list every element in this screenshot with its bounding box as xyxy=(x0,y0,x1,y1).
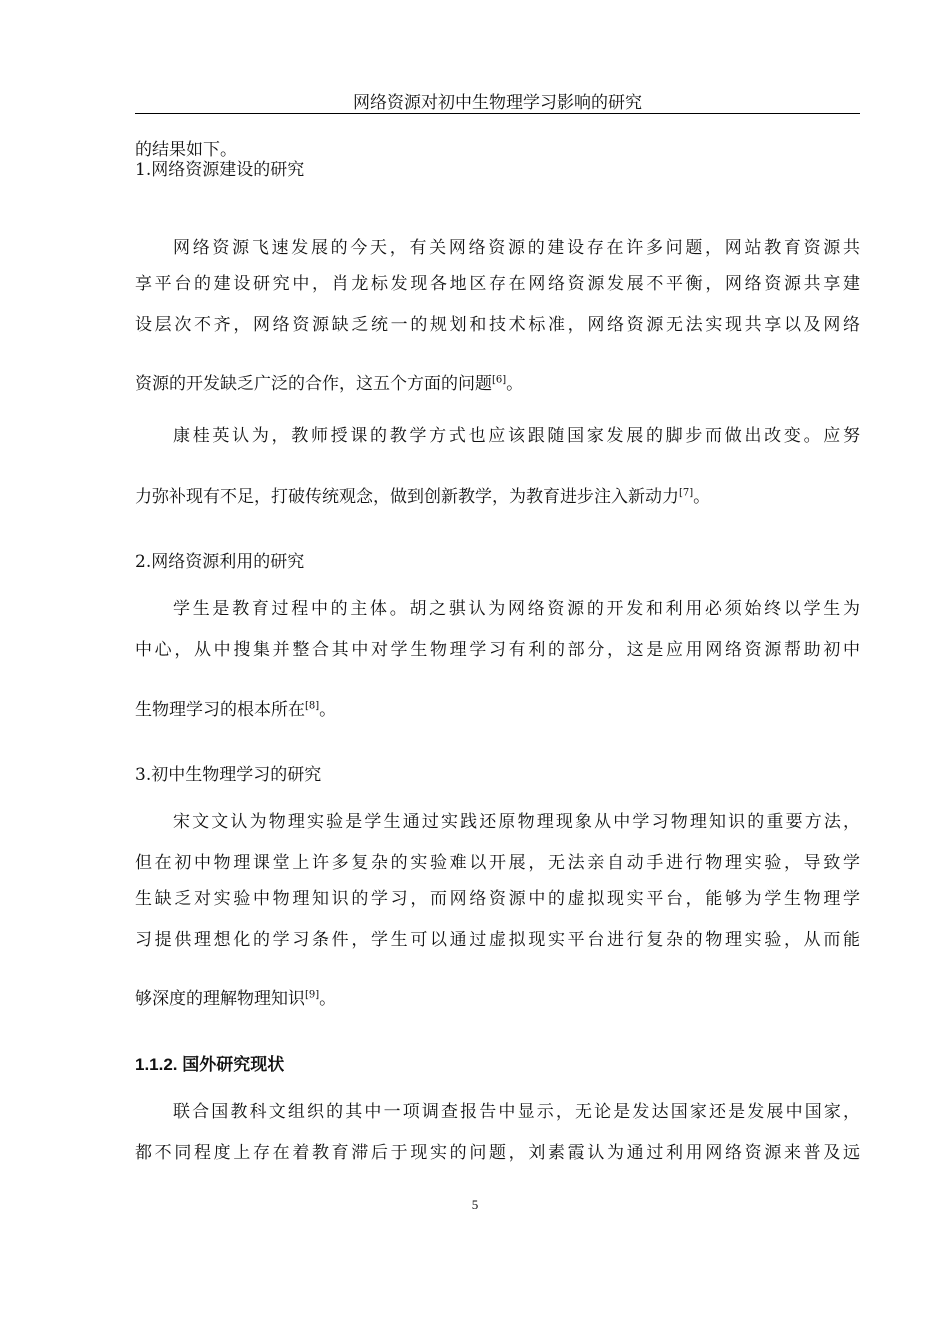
continued-line: 的结果如下。 xyxy=(135,140,237,160)
paragraph-1-line-4 xyxy=(135,372,860,396)
paragraph-3-line-2: 中心，从中搜集并整合其中对学生物理学习有利的部分，这是应用网络资源帮助初中 xyxy=(135,640,860,660)
paragraph-5-line-1: 联合国教科文组织的其中一项调查报告中显示，无论是发达国家还是发展中国家， xyxy=(173,1102,860,1122)
citation-9: [9] xyxy=(305,989,320,1001)
paragraph-3-end: 。 xyxy=(319,700,337,720)
section-heading-2: 2.网络资源利用的研究 xyxy=(135,552,305,572)
paragraph-3-text: 生物理学习的根本所在 xyxy=(135,700,305,720)
citation-7: [7] xyxy=(679,487,694,499)
paragraph-4-text: 够深度的理解物理知识 xyxy=(135,989,305,1009)
header-rule xyxy=(135,113,860,114)
paragraph-2-line-2 xyxy=(135,485,860,509)
subsection-heading-foreign-research: 1.1.2. 国外研究现状 xyxy=(135,1055,285,1074)
paragraph-4-line-1: 宋文文认为物理实验是学生通过实践还原物理现象从中学习物理知识的重要方法， xyxy=(173,812,860,832)
paragraph-1-text: 资源的开发缺乏广泛的合作，这五个方面的问题 xyxy=(135,374,492,394)
section-heading-1: 1.网络资源建设的研究 xyxy=(135,160,305,180)
paragraph-1-line-2: 享平台的建设研究中，肖龙标发现各地区存在网络资源发展不平衡，网络资源共享建 xyxy=(135,274,860,294)
paragraph-2-text: 力弥补现有不足，打破传统观念，做到创新教学，为教育进步注入新动力 xyxy=(135,487,679,507)
paragraph-3-line-3 xyxy=(135,698,860,722)
citation-8: [8] xyxy=(305,700,320,712)
paragraph-5-line-2: 都不同程度上存在着教育滞后于现实的问题，刘素霞认为通过利用网络资源来普及远 xyxy=(135,1143,860,1163)
paragraph-3-line-1: 学生是教育过程中的主体。胡之骐认为网络资源的开发和利用必须始终以学生为 xyxy=(173,599,860,619)
paragraph-4-line-4: 习提供理想化的学习条件，学生可以通过虚拟现实平台进行复杂的物理实验，从而能 xyxy=(135,930,860,950)
running-header-title: 网络资源对初中生物理学习影响的研究 xyxy=(353,93,642,113)
paragraph-4-line-5 xyxy=(135,987,860,1011)
citation-6: [6] xyxy=(492,374,507,386)
section-heading-3: 3.初中生物理学习的研究 xyxy=(135,765,322,785)
paragraph-2-end: 。 xyxy=(693,487,711,507)
paragraph-4-line-3: 生缺乏对实验中物理知识的学习，而网络资源中的虚拟现实平台，能够为学生物理学 xyxy=(135,889,860,909)
paragraph-4-line-2: 但在初中物理课堂上许多复杂的实验难以开展，无法亲自动手进行物理实验，导致学 xyxy=(135,853,860,873)
paragraph-1-line-3: 设层次不齐，网络资源缺乏统一的规划和技术标准，网络资源无法实现共享以及网络 xyxy=(135,315,860,335)
paragraph-1-end: 。 xyxy=(506,374,524,394)
paragraph-1-line-1: 网络资源飞速发展的今天，有关网络资源的建设存在许多问题，网站教育资源共 xyxy=(173,238,860,258)
paragraph-2-line-1: 康桂英认为，教师授课的教学方式也应该跟随国家发展的脚步而做出改变。应努 xyxy=(173,426,860,446)
page-number: 5 xyxy=(471,1197,479,1212)
paragraph-4-end: 。 xyxy=(319,989,337,1009)
